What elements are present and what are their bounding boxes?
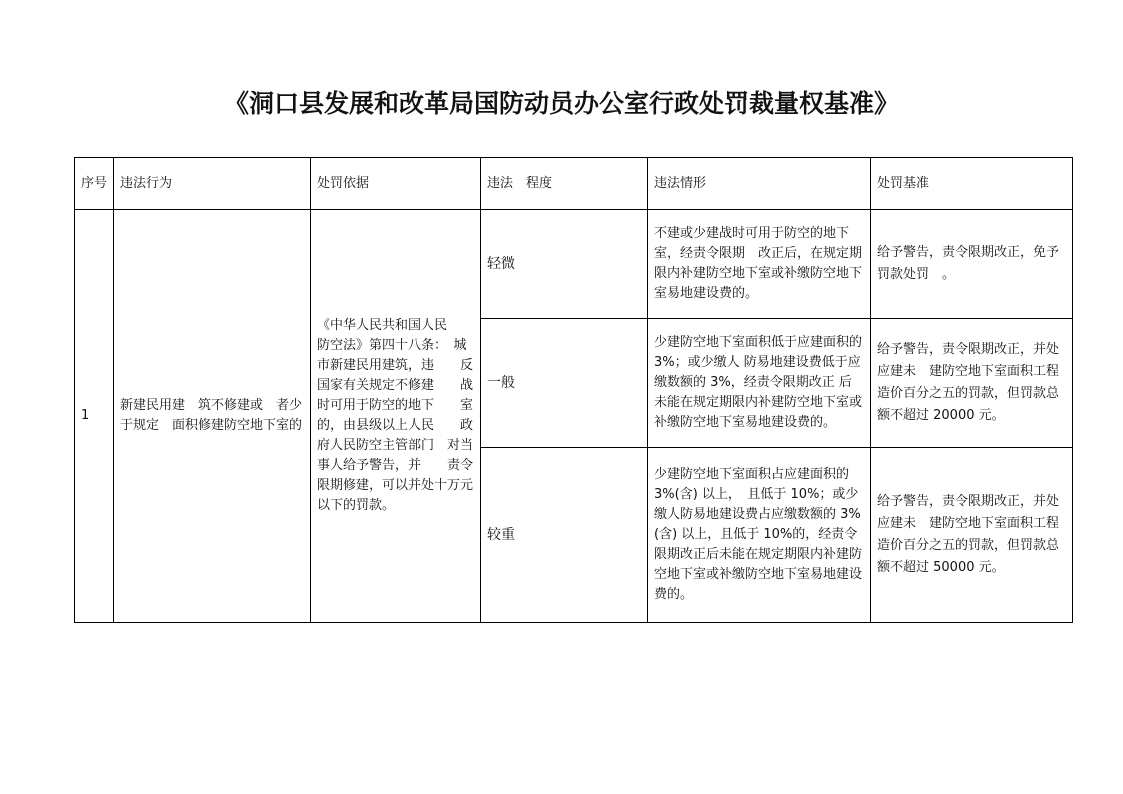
standard-cell-serious: 给予警告，责令限期改正，并处应建未 建防空地下室面积工程造价百分之五的罚款，但罚款总额不超过 50000 元。 [871,448,1073,623]
degree-cell-minor: 轻微 [481,210,648,319]
penalty-basis-cell: 《中华人民共和国人民 防空法》第四十八条： 城市新建民用建筑，违 反国家有关规定不修建 战时可用于防空的地下 室的，由县级以上人民 政府人民防空主管部门 对当事人给予警告，并 责令限期修建，可以并处十万元以下的罚款。 [311,210,481,623]
circumstance-cell-serious: 少建防空地下室面积占应建面积的 3%(含) 以上， 且低于 10%；或少缴人防易地建设费占应缴数额的 3%(含) 以上，且低于 10%的，经责令限期改正后未能在规定期限内补建防空地下室或补缴防空地下室易地建设费的。 [648,448,871,623]
header-penalty-standard: 处罚基准 [871,158,1073,210]
circumstance-cell-general: 少建防空地下室面积低于应建面积的 3%；或少缴人 防易地建设费低于应缴数额的 3%，经责令限期改正 后未能在规定期限内补建防空地下室或补缴防空地下室易地建设费的。 [648,319,871,448]
degree-cell-general: 一般 [481,319,648,448]
standard-cell-general: 给予警告，责令限期改正，并处应建未 建防空地下室面积工程造价百分之五的罚款，但罚款总额不超过 20000 元。 [871,319,1073,448]
header-violation-act: 违法行为 [114,158,311,210]
header-violation-degree: 违法 程度 [481,158,648,210]
penalty-discretion-table [74,157,1073,623]
header-penalty-basis: 处罚依据 [311,158,481,210]
seq-cell: 1 [75,210,114,623]
circumstance-cell-minor: 不建或少建战时可用于防空的地下室，经责令限期 改正后，在规定期限内补建防空地下室或补缴防空地下室易地建设费的。 [648,210,871,319]
document-title: 《洞口县发展和改革局国防动员办公室行政处罚裁量权基准》 [223,89,899,118]
table-row [75,210,1073,319]
standard-cell-minor: 给予警告，责令限期改正，免予罚款处罚 。 [871,210,1073,319]
header-violation-circumstance: 违法情形 [648,158,871,210]
header-seq: 序号 [75,158,114,210]
violation-act-cell: 新建民用建 筑不修建或 者少于规定 面积修建防空地下室的 [114,210,311,623]
degree-cell-serious: 较重 [481,448,648,623]
table-header-row [75,158,1073,210]
